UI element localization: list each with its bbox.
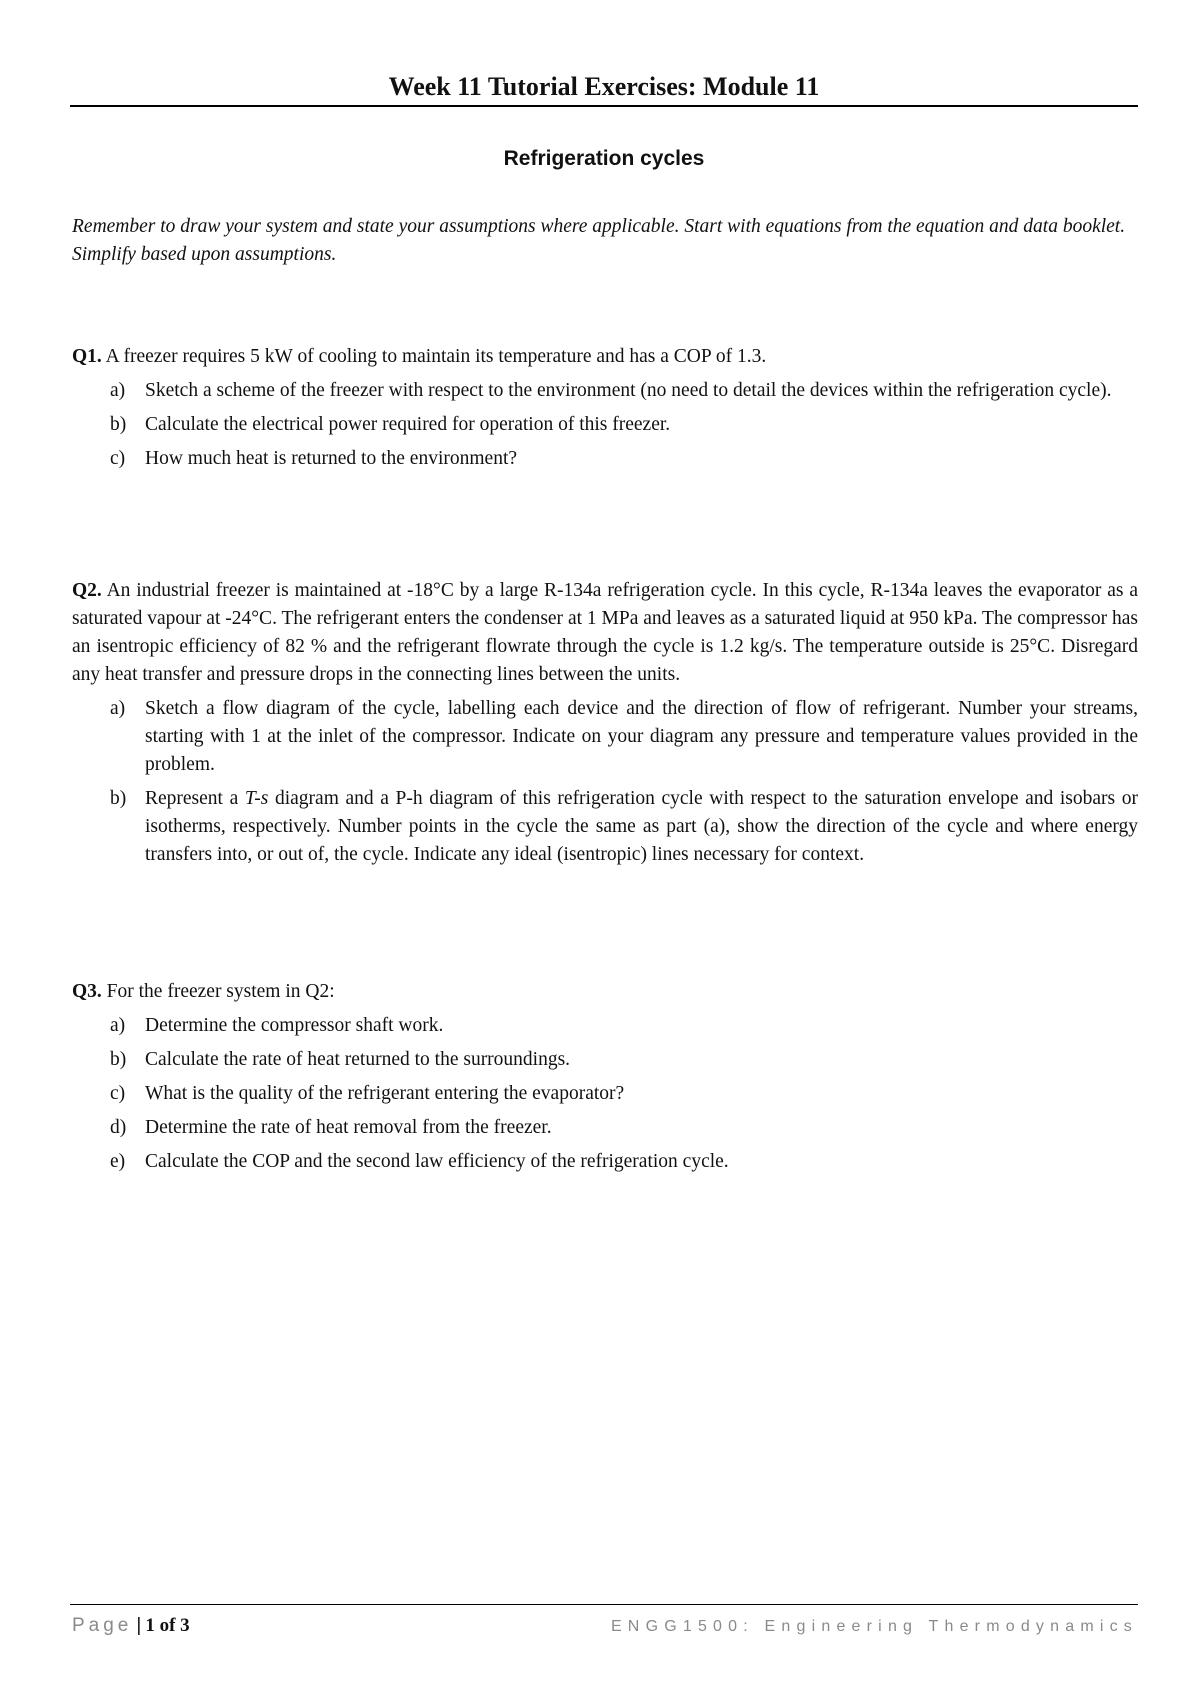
question-3 <box>72 978 1138 1176</box>
part-marker: a) <box>110 380 126 401</box>
question-2 <box>72 577 1138 869</box>
title-divider <box>70 105 1138 107</box>
instructions-text: Remember to draw your system and state your assumptions where applicable. Start with equations from the equation and data booklet. Simplify based upon assumptions. <box>72 216 1126 265</box>
page-label: Page <box>72 1615 133 1636</box>
question-part <box>72 1046 1138 1074</box>
part-text: Determine the rate of heat removal from the freezer. <box>145 1117 552 1138</box>
question-number: Q2. <box>72 580 102 601</box>
part-marker: c) <box>110 448 126 469</box>
course-name: ENGG1500: Engineering Thermodynamics <box>610 1618 1138 1635</box>
section-title: Refrigeration cycles <box>503 147 705 170</box>
question-1 <box>72 343 1138 473</box>
part-marker: b) <box>110 414 127 435</box>
page-separator: | <box>136 1615 142 1636</box>
question-part <box>72 1080 1138 1108</box>
question-parts <box>72 695 1138 869</box>
question-number: Q3. <box>72 981 102 1002</box>
part-text: Determine the compressor shaft work. <box>145 1015 444 1036</box>
part-marker: a) <box>110 1015 126 1036</box>
question-text: A freezer requires 5 kW of cooling to maintain its temperature and has a COP of 1.3. <box>105 346 767 367</box>
question-part <box>72 785 1138 869</box>
question-text: For the freezer system in Q2: <box>106 981 335 1002</box>
part-text: Calculate the electrical power required for operation of this freezer. <box>145 414 671 435</box>
part-text: Calculate the COP and the second law efficiency of the refrigeration cycle. <box>145 1151 729 1172</box>
footer-divider <box>70 1604 1138 1605</box>
question-stem <box>72 978 1138 1006</box>
part-text: Sketch a flow diagram of the cycle, labelling each device and the direction of flow of refrigerant. Number your streams, starting with 1 at the inlet of the compressor. Indicate on your diagram any pressure and temperature values provided in the problem. <box>145 698 1138 775</box>
part-marker: c) <box>110 1083 126 1104</box>
page-number: 1 of 3 <box>145 1615 190 1636</box>
part-text: Represent a <box>145 788 245 809</box>
question-parts <box>72 377 1138 473</box>
part-marker: e) <box>110 1151 126 1172</box>
question-part <box>72 695 1138 779</box>
part-text: How much heat is returned to the environment? <box>145 448 518 469</box>
question-part <box>72 445 1138 473</box>
part-text: diagram and a P-h diagram of this refrigeration cycle with respect to the saturation envelope and isobars or isotherms, respectively. Number points in the cycle the same as part (a), show the direction of the cycle and where energy transfers into, or out of, the cycle. Indicate any ideal (isentropic) lines necessary for context. <box>145 788 1138 865</box>
question-part <box>72 1012 1138 1040</box>
question-part <box>72 1114 1138 1142</box>
part-text: What is the quality of the refrigerant entering the evaporator? <box>145 1083 625 1104</box>
page-indicator <box>72 1613 190 1639</box>
question-part <box>72 1148 1138 1176</box>
question-text: An industrial freezer is maintained at -18°C by a large R-134a refrigeration cycle. In this cycle, R-134a leaves the evaporator as a saturated vapour at -24°C. The refrigerant enters the condenser at 1 MPa and leaves as a saturated liquid at 950 kPa. The compressor has an isentropic efficiency of 82 % and the refrigerant flowrate through the cycle is 1.2 kg/s. The temperature outside is 25°C. Disregard any heat transfer and pressure drops in the connecting lines between the units. <box>72 580 1138 685</box>
question-part <box>72 377 1138 405</box>
part-marker: b) <box>110 788 127 809</box>
question-stem <box>72 577 1138 689</box>
question-parts <box>72 1012 1138 1176</box>
part-text-italic: T-s <box>244 788 269 809</box>
question-stem <box>72 343 1138 371</box>
question-part <box>72 411 1138 439</box>
part-marker: b) <box>110 1049 127 1070</box>
part-text: Calculate the rate of heat returned to the surroundings. <box>145 1049 571 1070</box>
part-marker: d) <box>110 1117 127 1138</box>
question-number: Q1. <box>72 346 102 367</box>
part-marker: a) <box>110 698 126 719</box>
page-title: Week 11 Tutorial Exercises: Module 11 <box>388 72 820 101</box>
part-text: Sketch a scheme of the freezer with respect to the environment (no need to detail the devices within the refrigeration cycle). <box>145 380 1112 401</box>
